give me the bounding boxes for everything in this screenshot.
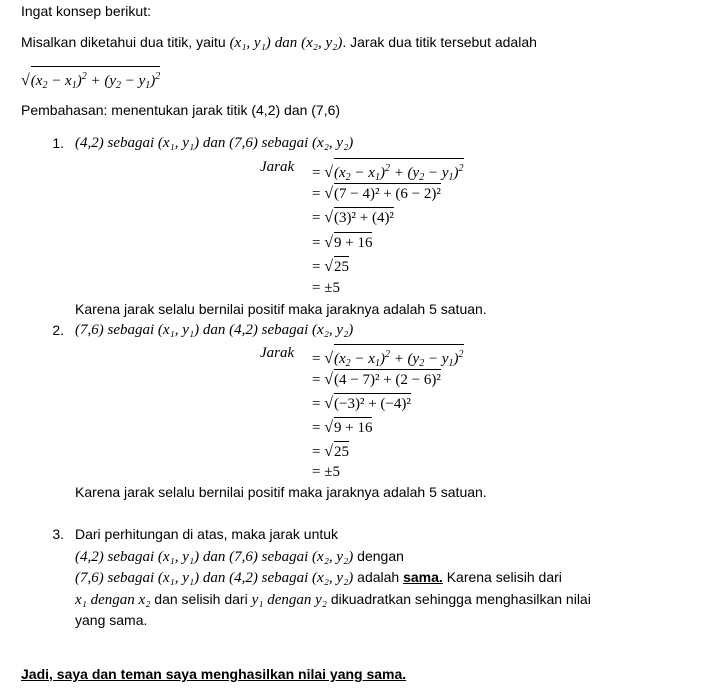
discussion-text: Pembahasan: menentukan jarak titik (4,2) dan (7,6) xyxy=(21,102,341,118)
point-one: (x₁, y₁) xyxy=(229,35,271,51)
word-dan: dan xyxy=(274,35,298,51)
case2-number: 2. xyxy=(52,322,64,338)
case3-line4: x₁ dengan x₂ dan selisih dari y₁ dengan y₂ dikuadratkan sehingga menghasilkan nilai xyxy=(75,591,591,608)
final-conclusion: Jadi, saya dan teman saya menghasilkan nilai yang sama. xyxy=(21,666,407,682)
case1-head: (4,2) sebagai (x₁, y₁) dan (7,6) sebagai (x₂, y₂) xyxy=(75,135,354,151)
case2-lhs: Jarak xyxy=(260,345,295,361)
case2-step: = √25 xyxy=(312,443,349,460)
case1-lhs: Jarak xyxy=(260,159,295,175)
case2-head: (7,6) sebagai (x₁, y₁) dan (4,2) sebagai (x₂, y₂) xyxy=(75,322,354,338)
case3-line5: yang sama. xyxy=(75,612,148,628)
intro-sentence xyxy=(21,33,537,52)
case1-step: = √(3)² + (4)² xyxy=(312,209,394,226)
case1-step: = √(7 − 4)² + (6 − 2)² xyxy=(312,185,441,202)
case1-step: = √25 xyxy=(312,258,349,275)
intro-heading: Ingat konsep berikut: xyxy=(21,3,151,19)
point-two: (x₂, y₂) xyxy=(301,35,343,51)
intro-text: Misalkan diketahui dua titik, yaitu xyxy=(21,34,226,50)
intro-text-end: . Jarak dua titik tersebut adalah xyxy=(342,34,537,50)
case2-step: = ±5 xyxy=(312,464,340,480)
case2-formula-line: = $√(x_2 - x_1)^2 + (y_2 - y_1)^2$ xyxy=(312,344,464,373)
case3-number: 3. xyxy=(52,526,64,542)
case2-step: = √(4 − 7)² + (2 − 6)² xyxy=(312,371,441,388)
case2-conclusion: Karena jarak selalu bernilai positif maka jaraknya adalah 5 satuan. xyxy=(75,484,487,500)
case1-number: 1. xyxy=(52,135,64,151)
case1-formula-line: = $√(x_2 - x_1)^2 + (y_2 - y_1)^2$ xyxy=(312,158,464,187)
case3-line3: (7,6) sebagai (x₁, y₁) dan (4,2) sebagai (x₂, y₂) adalah sama. Karena selisih dari xyxy=(75,569,562,586)
case3-line2: (4,2) sebagai (x₁, y₁) dan (7,6) sebagai (x₂, y₂) dengan xyxy=(75,548,404,565)
case1-conclusion: Karena jarak selalu bernilai positif maka jaraknya adalah 5 satuan. xyxy=(75,301,487,317)
emphasis-same: sama. xyxy=(403,569,443,585)
case1-step: = ±5 xyxy=(312,280,340,296)
case2-step: = √(−3)² + (−4)² xyxy=(312,395,411,412)
case2-step: = √9 + 16 xyxy=(312,419,373,436)
case1-step: = √9 + 16 xyxy=(312,234,373,251)
case3-line1: Dari perhitungan di atas, maka jarak untuk xyxy=(75,526,339,542)
distance-formula: $√(x_2 - x_1)^2 + (y_2 - y_1)^2$ xyxy=(21,66,160,95)
